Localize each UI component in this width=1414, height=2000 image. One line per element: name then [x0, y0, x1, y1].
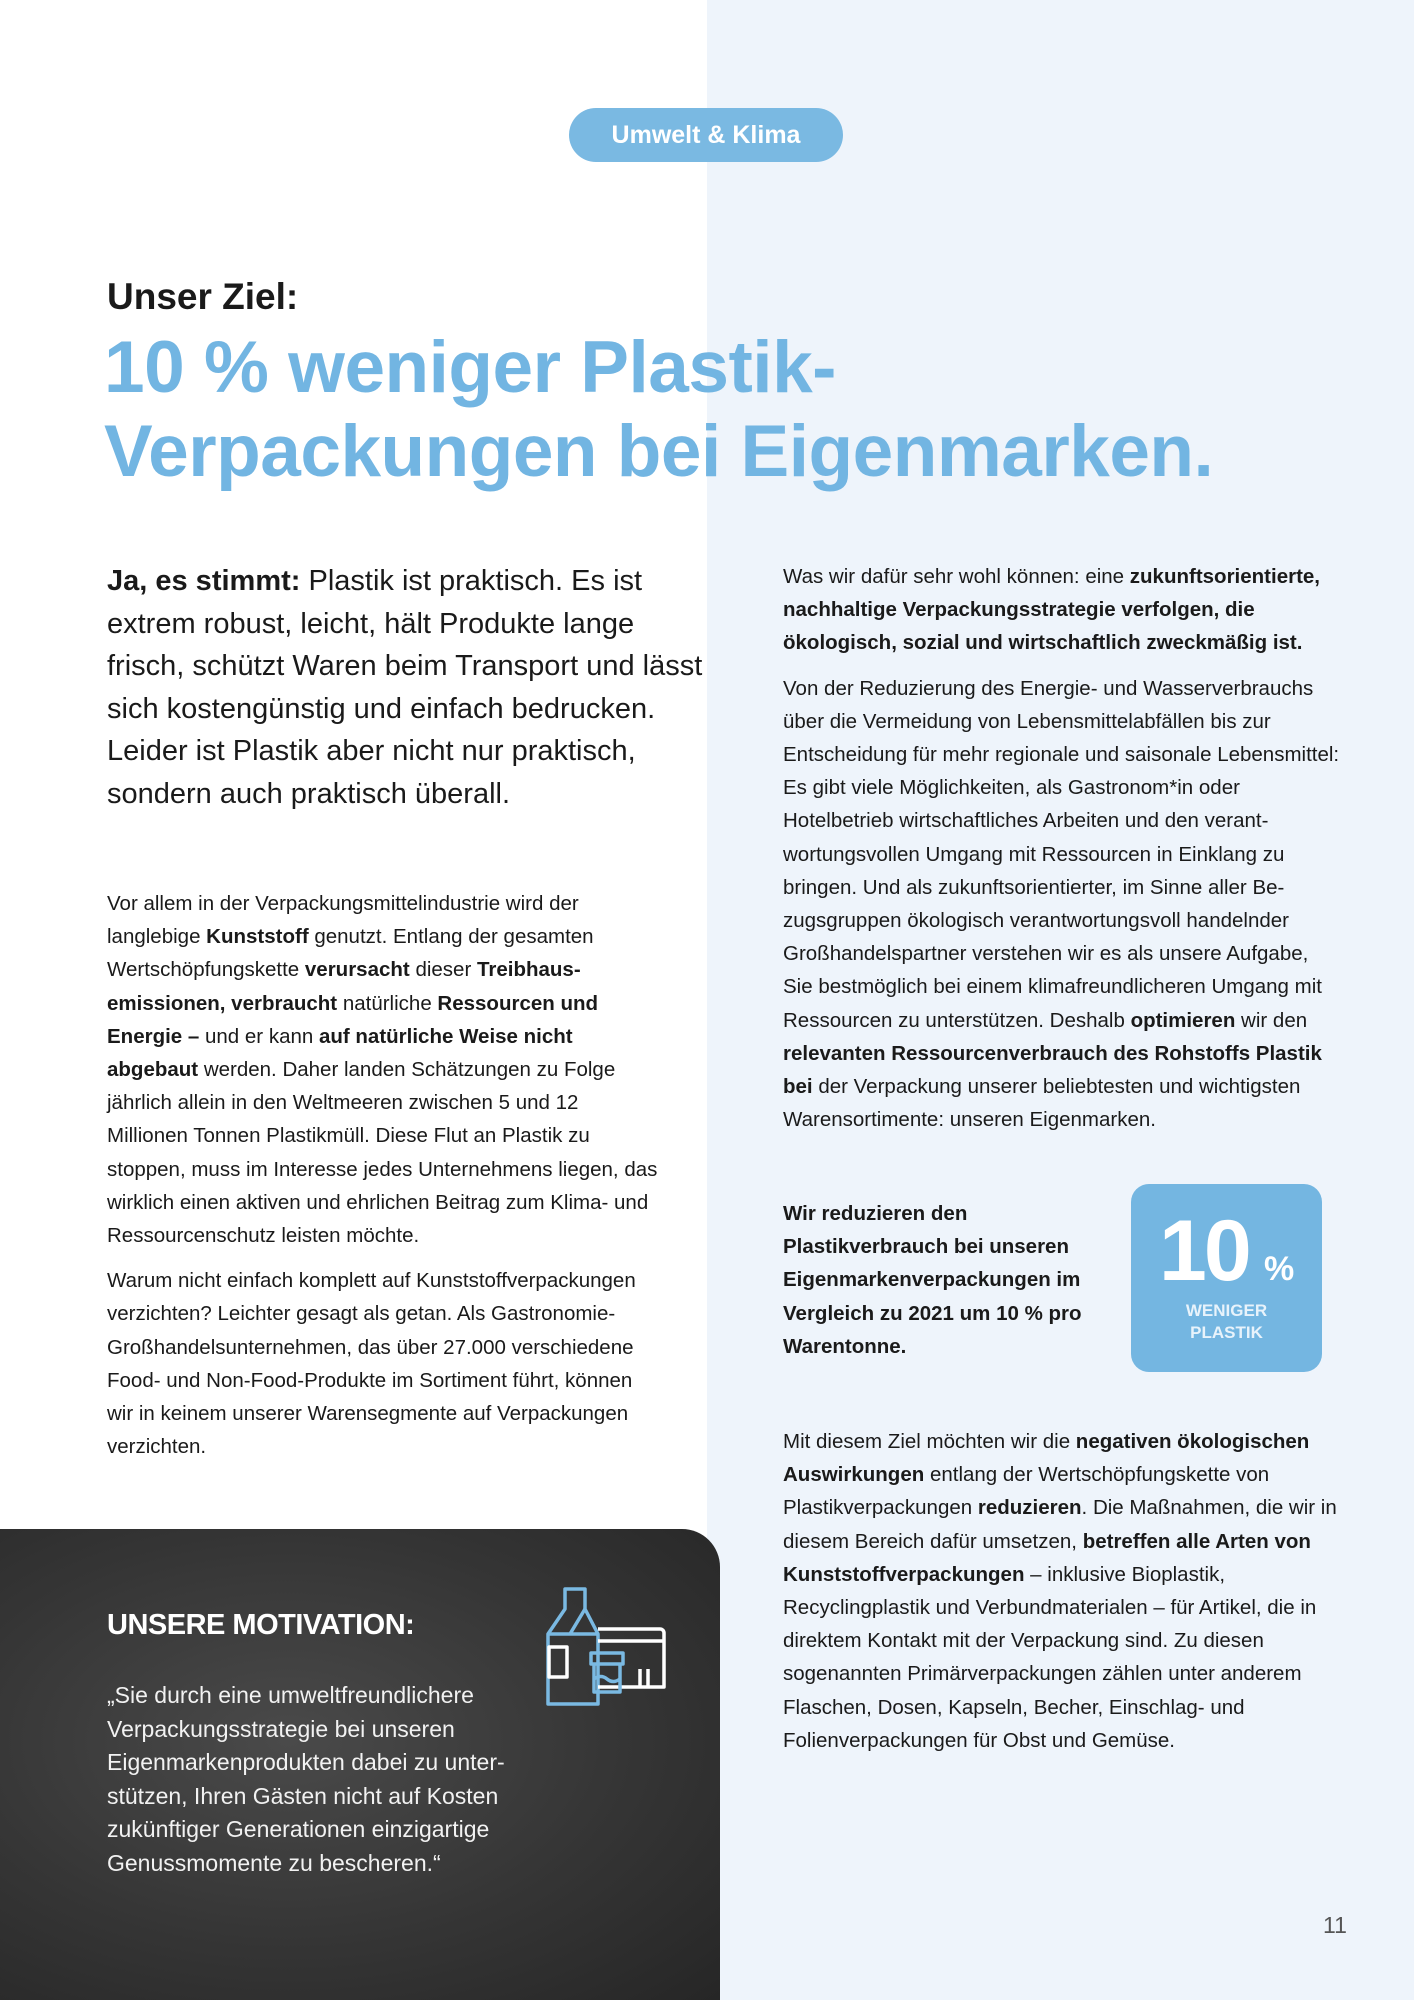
headline-line: Verpackungen bei Eigenmarken.: [104, 411, 1214, 492]
bold-text: auf natürliche Weise nicht abgebaut: [107, 1024, 573, 1082]
text: Vor allem in der Verpackungsmittelindustrie wird der langlebige: [107, 892, 579, 949]
text: . Die Maßnahmen, die wir in diesem Bereich dafür umsetzen,: [783, 1496, 1337, 1553]
headline-line: 10 % weniger Plastik-: [104, 327, 836, 408]
motivation-box: [0, 1529, 720, 2000]
body-paragraph: [783, 560, 1343, 660]
bold-text: betreffen alle Arten von Kunststoffverpackungen: [783, 1529, 1311, 1586]
page-title: [104, 326, 1213, 494]
text: natürliche: [337, 991, 438, 1015]
bold-text: Kunststoff: [206, 925, 309, 949]
text: wir den: [1235, 1008, 1308, 1032]
text: entlang der Wertschöpfungskette von Plastikverpackungen: [783, 1463, 1270, 1520]
text: werden. Daher landen Schätzungen zu Folge jährlich allein in den Weltmeeren zwischen 5 und 12 Millionen Tonnen Plastikmüll. Diese Flut an Plastik zu stoppen, muss im Interesse jedes Unternehmens liegen, das wirklich einen aktiven und ehrlichen Beitrag zum Klima- und Ressourcenschutz leisten möchte.: [107, 1058, 658, 1248]
body-paragraph: [107, 887, 662, 1252]
bold-text: verursacht: [304, 958, 410, 982]
text: Mit diesem Ziel möchten wir die: [783, 1430, 1076, 1453]
stat-label: [1131, 1300, 1322, 1344]
bold-text: optimieren: [1130, 1008, 1236, 1032]
body-paragraph: [107, 1264, 662, 1463]
text: genutzt. Entlang der gesamten Wertschöpfungskette: [107, 925, 594, 982]
bold-text: reduzieren: [977, 1496, 1082, 1520]
category-pill: Umwelt & Klima: [569, 108, 843, 162]
stat-number: 10: [1159, 1203, 1249, 1299]
text: Was wir dafür sehr wohl können: eine: [783, 565, 1130, 588]
kicker: Unser Ziel:: [107, 276, 299, 317]
left-body: [107, 887, 662, 1475]
bold-text: negativen ökologischen Auswirkungen: [783, 1430, 1310, 1487]
text: Von der Reduzierung des Energie- und Wasserverbrauchs über die Vermeidung von Lebensmittelabfällen bis zur Entscheidung für mehr regionale und saisonale Lebensmittel: Es gibt viele Möglichkeiten, als Gastronom*in oder Hotelbetrieb wirtschaftliches Arbeiten und den verantwortungsvollen Umgang mit Ressourcen in Einklang zu bringen. Und als zukunftsorientierter, im Sinne aller Bezugsgruppen ökologisch verantwortungsvoll handelnder Großhandelspartner verstehen wir es als unsere Aufgabe, Sie bestmöglich bei einem klimafreundlicheren Umgang mit Ressourcen zu unterstützen. Deshalb: [783, 676, 1340, 1032]
stat-label-line: PLASTIK: [1190, 1323, 1263, 1342]
bold-text: Ja, es stimmt:: [107, 565, 301, 597]
motivation-quote: „Sie durch eine umweltfreundlichere Verpackungsstrategie bei unseren Eigenmarkenprodukten dabei zu unterstützen, Ihren Gästen nicht auf Kosten zukünftiger Generationen einzigartige Genussmomente zu bescheren.“: [107, 1682, 505, 1876]
stat-description: Wir reduzieren den Plastikverbrauch bei unseren Eigenmarkenverpackungen im Vergleich zu 2021 um 10 % pro Warentonne.: [783, 1202, 1082, 1358]
bold-text: Ressourcen und Energie –: [107, 991, 599, 1048]
text: – inklusive Bioplastik, Recyclingplastik und Verbundmaterialen – für Artikel, die in direktem Kontakt mit der Verpackung sind. Zu diesen sogenannten Primärverpackungen zählen unter anderem Flaschen, Dosen, Kapseln, Becher, Einschlag- und Folienverpackungen für Obst und Gemüse.: [783, 1562, 1317, 1752]
stat-label-line: WENIGER: [1185, 1301, 1268, 1320]
lead-paragraph: [107, 560, 707, 815]
bold-text: Treibhausemissionen, verbraucht: [107, 958, 581, 1015]
bold-text: relevanten Ressourcenverbrauch des Rohstoffs Plastik bei: [783, 1041, 1322, 1099]
text: Plastik ist praktisch. Es ist extrem robust, leicht, hält Produkte lange frisch, schützt Waren beim Transport und lässt sich kostengünstig und einfach bedrucken. Leider ist Plastik aber nicht nur praktisch, sondern auch praktisch überall.: [107, 565, 703, 810]
body-paragraph: [783, 672, 1343, 1137]
bold-text: zukunftsorientierte, nachhaltige Verpackungsstrategie verfolgen, die ökologisch, sozial und wirtschaftlich zweckmäßig ist.: [783, 565, 1320, 655]
text: dieser: [409, 958, 477, 982]
body-paragraph: [783, 1425, 1343, 1757]
right-body: [783, 560, 1343, 1148]
text: Warum nicht einfach komplett auf Kunststoffverpackungen verzichten? Leichter gesagt als getan. Als Gastronomie-Großhandelsunternehmen, das über 27.000 verschiedene Food- und Non-Food-Produkte im Sortiment führt, können wir in keinem unserer Warensegmente auf Verpackungen verzichten.: [107, 1269, 636, 1459]
stat-unit: %: [1264, 1250, 1295, 1288]
packaging-icon: [535, 1579, 675, 1709]
text: der Verpackung unserer beliebtesten und wichtigsten Warensortimente: unseren Eigenmarken.: [783, 1075, 1301, 1132]
page-number: 11: [1323, 1912, 1347, 1938]
text: und er kann: [199, 1024, 319, 1048]
motivation-title: UNSERE MOTIVATION:: [107, 1609, 415, 1641]
stat-badge: [1131, 1184, 1322, 1372]
